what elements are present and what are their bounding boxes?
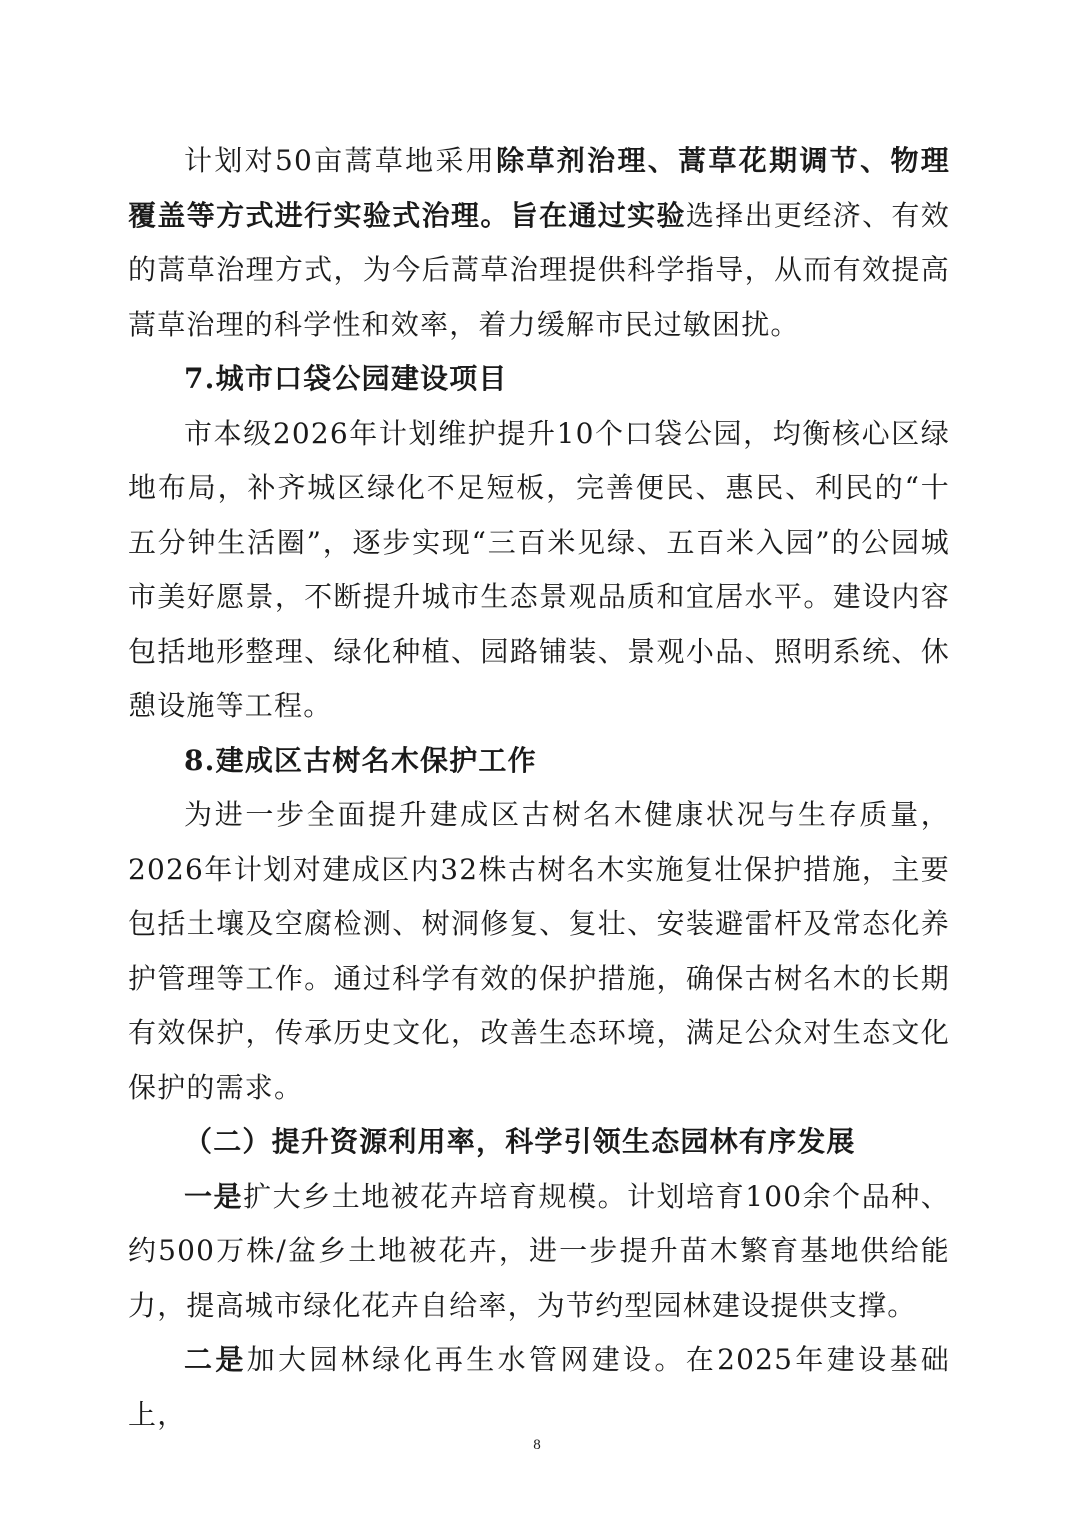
- section-heading-resources: （二）提升资源利用率，科学引领生态园林有序发展: [184, 1125, 856, 1158]
- paragraph-weed-treatment-part2: 选择出更经济、有效的蒿草治理方式，为今后蒿草治理提供科学指导，从而有效提高蒿草治理的科学性和效率，着力缓解市民过敏困扰。: [128, 198, 950, 341]
- paragraph-first-point-lead: 一是: [184, 1179, 244, 1213]
- heading-ancient-trees: 8.建成区古树名木保护工作: [184, 743, 537, 777]
- paragraph-weed-treatment: [128, 134, 950, 352]
- body-text: [128, 134, 950, 1442]
- paragraph-ancient-trees: 为进一步全面提升建成区古树名木健康状况与生存质量，2026年计划对建成区内32株古树名木实施复壮保护措施，主要包括土壤及空腐检测、树洞修复、复壮、安装避雷杆及常态化养护管理等工作。通过科学有效的保护措施，确保古树名木的长期有效保护，传承历史文化，改善生态环境，满足公众对生态文化保护的需求。: [128, 798, 950, 1104]
- paragraph-weed-treatment-part1: 计划对50亩蒿草地采用: [184, 144, 497, 177]
- paragraph-first-point: [128, 1170, 950, 1334]
- paragraph-second-point-text: 加大园林绿化再生水管网建设。在2025年建设基础上，: [128, 1343, 951, 1431]
- paragraph-second-point-lead: 二是: [184, 1343, 247, 1376]
- paragraph-second-point: [128, 1333, 950, 1442]
- paragraph-pocket-park: 市本级2026年计划维护提升10个口袋公园，均衡核心区绿地布局，补齐城区绿化不足短板，完善便民、惠民、利民的“十五分钟生活圈”，逐步实现“三百米见绿、五百米入园”的公园城市美好愿景，不断提升城市生态景观品质和宜居水平。建设内容包括地形整理、绿化种植、园路铺装、景观小品、照明系统、休憩设施等工程。: [128, 416, 950, 722]
- paragraph-first-point-text: 扩大乡土地被花卉培育规模。计划培育100余个品种、约500万株/盆乡土地被花卉，进一步提升苗木繁育基地供给能力，提高城市绿化花卉自给率，为节约型园林建设提供支撑。: [128, 1179, 951, 1322]
- paragraph-weed-treatment-bold: 除草剂治理、蒿草花期调节、物理覆盖等方式进行实验式治理。旨在通过实验: [128, 144, 950, 232]
- page-number: 8: [533, 1437, 541, 1453]
- heading-pocket-park: 7.城市口袋公园建设项目: [184, 362, 508, 395]
